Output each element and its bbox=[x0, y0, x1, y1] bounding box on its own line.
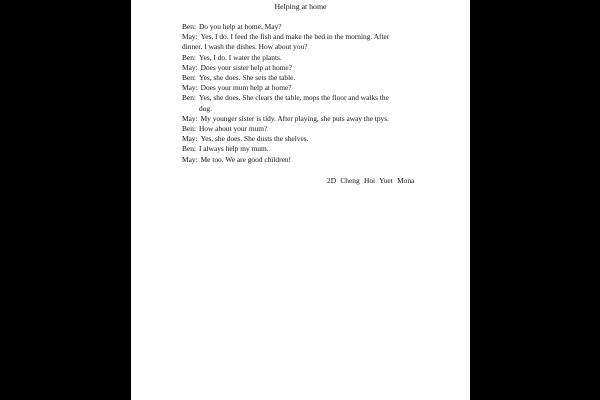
document-title: Helping at home bbox=[274, 2, 327, 11]
dialogue-line bbox=[182, 134, 422, 144]
utterance: Yes, she does. She sets the table. bbox=[198, 73, 296, 83]
speaker-name: May: bbox=[182, 113, 198, 123]
utterance-continuation: dinner, I wash the dishes. How about you? bbox=[182, 42, 308, 52]
utterance: Yes, she does. She clears the table, mops the floor and walks the bbox=[198, 93, 389, 103]
utterance: Yes, she does. She dusts the shelves. bbox=[200, 134, 309, 144]
dialogue-line bbox=[182, 93, 422, 103]
utterance: Does your mum help at home? bbox=[200, 83, 292, 93]
dialogue-line bbox=[182, 53, 422, 63]
dialogue-line bbox=[182, 63, 422, 73]
utterance-continuation: dog. bbox=[199, 103, 212, 113]
dialogue-line bbox=[182, 155, 422, 165]
speaker-name: Ben: bbox=[182, 124, 196, 134]
speaker-name: Ben: bbox=[182, 144, 196, 154]
speaker-name: Ben: bbox=[182, 22, 196, 31]
utterance: My younger sister is tidy. After playing, she puts away the tpys. bbox=[200, 113, 389, 123]
utterance: Me too. We are good children! bbox=[200, 154, 291, 164]
dialogue-line bbox=[182, 144, 422, 154]
dialogue-line bbox=[182, 73, 422, 83]
author-signature: 2D Cheng Hoi Yuet Mona bbox=[327, 176, 415, 185]
dialogue-continuation bbox=[182, 42, 422, 52]
utterance: Yes, I do. I water the plants. bbox=[198, 52, 282, 62]
speaker-name: Ben: bbox=[182, 52, 196, 62]
utterance: Do you help at home, May? bbox=[198, 22, 282, 31]
dialogue bbox=[182, 22, 422, 165]
speaker-name: May: bbox=[182, 154, 198, 164]
dialogue-line bbox=[182, 22, 422, 32]
speaker-name: May: bbox=[182, 134, 198, 144]
dialogue-line bbox=[182, 114, 422, 124]
utterance: Does your sister help at home? bbox=[200, 62, 292, 72]
utterance: Yes, I do. I feed the fish and make the bed in the morning. After bbox=[200, 32, 390, 42]
speaker-name: May: bbox=[182, 62, 198, 72]
speaker-name: May: bbox=[182, 32, 198, 42]
dialogue-continuation bbox=[182, 104, 422, 114]
speaker-name: May: bbox=[182, 83, 198, 93]
utterance: How about your mum? bbox=[198, 124, 268, 134]
speaker-name: Ben: bbox=[182, 73, 196, 83]
speaker-name: Ben: bbox=[182, 93, 196, 103]
dialogue-line bbox=[182, 32, 422, 42]
dialogue-line bbox=[182, 124, 422, 134]
dialogue-line bbox=[182, 83, 422, 93]
utterance: I always help my mum. bbox=[198, 144, 269, 154]
document-page bbox=[131, 0, 470, 400]
